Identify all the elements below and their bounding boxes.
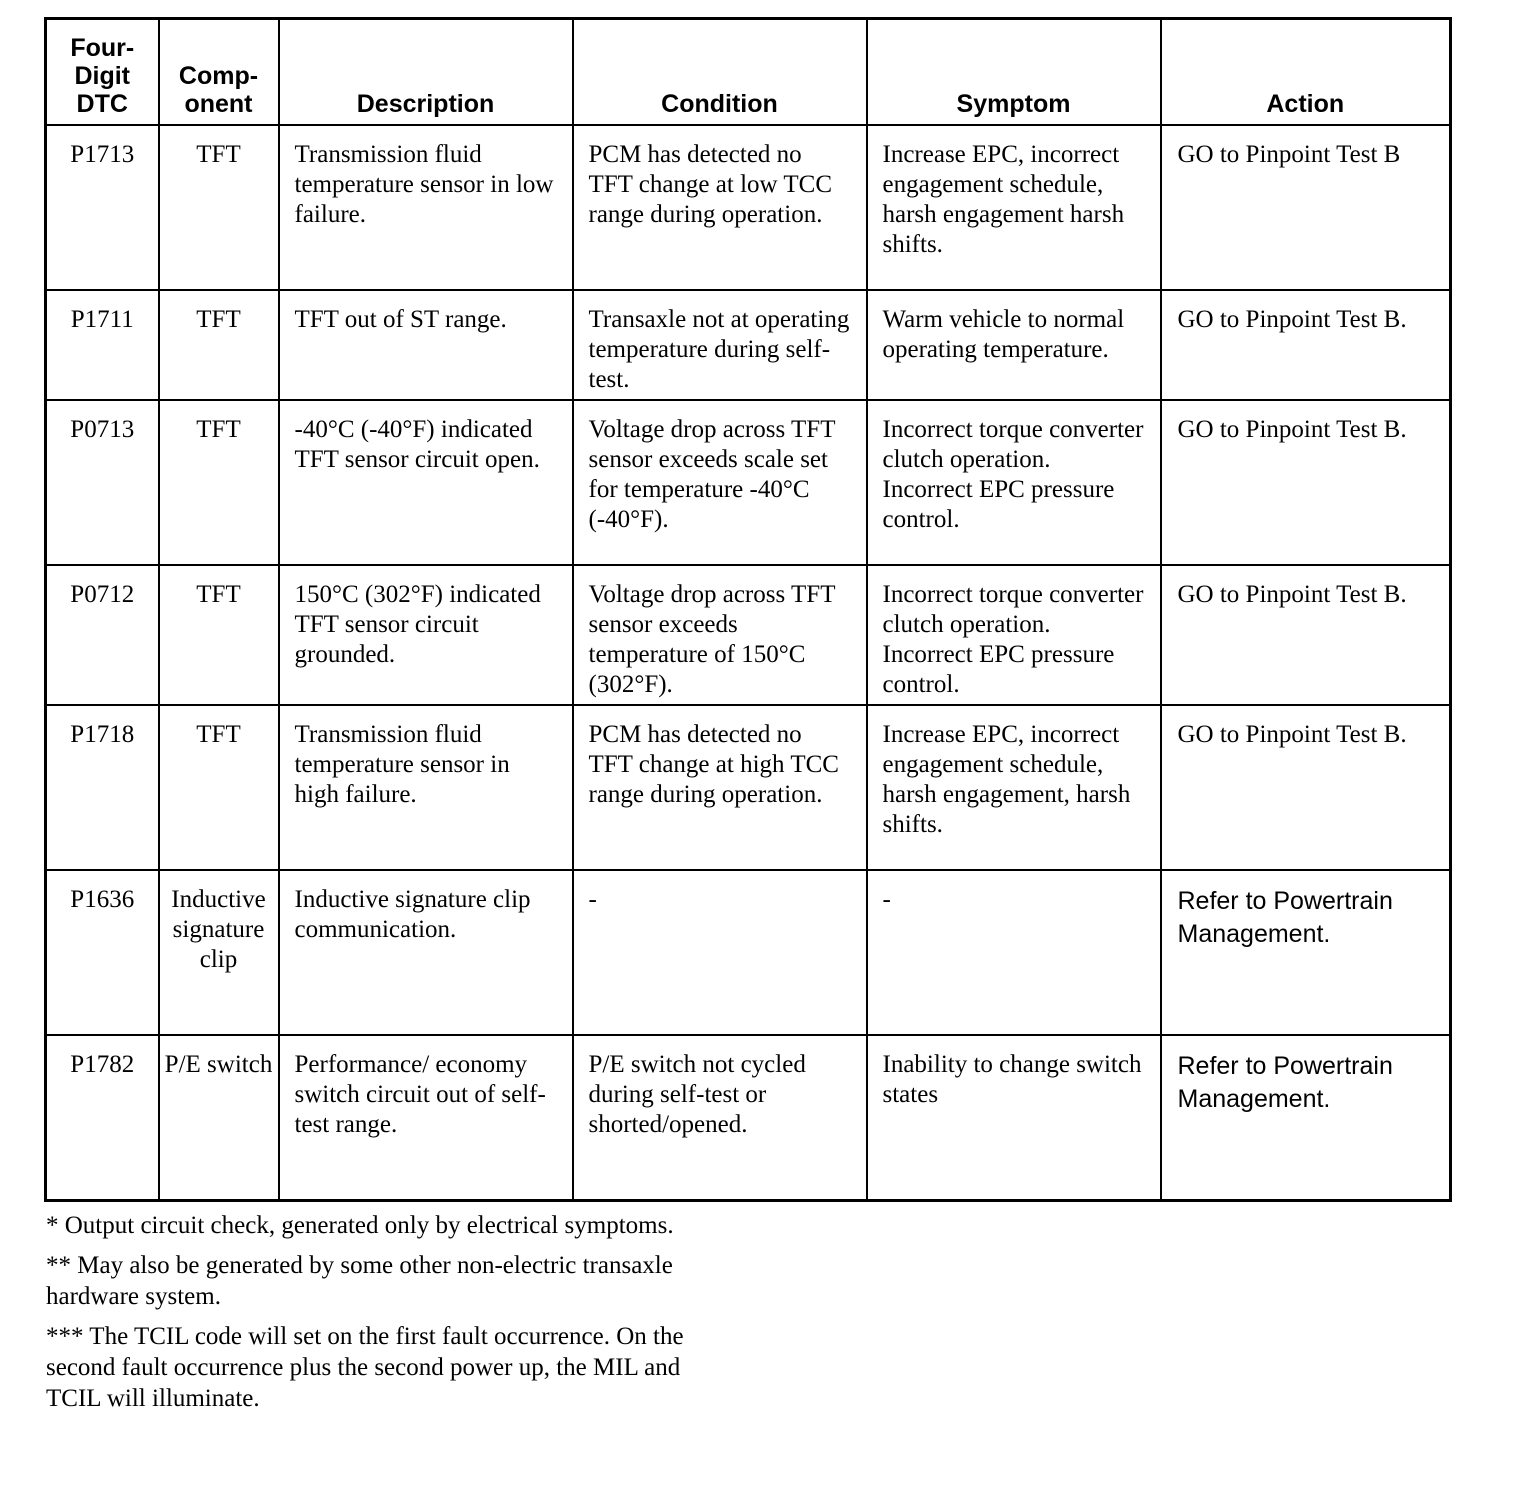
header-dtc-line: Digit xyxy=(74,62,131,90)
action-text: Refer to Powertrain Management. xyxy=(1177,1052,1393,1113)
dtc-code-cell: P1782 xyxy=(46,1035,159,1200)
action-cell xyxy=(1161,870,1451,1035)
symptom-cell: Increase EPC, incorrect engagement schedule, harsh engagement harsh shifts. xyxy=(867,125,1161,290)
description-cell: Transmission fluid temperature sensor in high failure. xyxy=(279,705,573,870)
header-action: Action xyxy=(1161,19,1451,126)
footnote: ** May also be generated by some other non-electric transaxle hardware system. xyxy=(46,1252,673,1310)
header-component xyxy=(159,19,279,126)
header-dtc-line: DTC xyxy=(76,90,128,118)
dtc-code-cell: P1718 xyxy=(46,705,159,870)
symptom-cell: Incorrect torque converter clutch operation. Incorrect EPC pressure control. xyxy=(867,400,1161,565)
header-dtc xyxy=(46,19,159,126)
table-row xyxy=(46,125,1451,290)
dtc-code-cell: P0713 xyxy=(46,400,159,565)
symptom-cell: Increase EPC, incorrect engagement schedule, harsh engagement, harsh shifts. xyxy=(867,705,1161,870)
action-text: Refer to Powertrain Management. xyxy=(1177,887,1393,948)
dtc-code-cell: P1711 xyxy=(46,290,159,400)
component-cell: TFT xyxy=(159,400,279,565)
table-row xyxy=(46,870,1451,1035)
dtc-code-cell: P1713 xyxy=(46,125,159,290)
symptom-cell: Warm vehicle to normal operating temperature. xyxy=(867,290,1161,400)
component-cell: TFT xyxy=(159,125,279,290)
dtc-code-cell: P1636 xyxy=(46,870,159,1035)
description-cell: Inductive signature clip communication. xyxy=(279,870,573,1035)
table-row xyxy=(46,400,1451,565)
description-cell: 150°C (302°F) indicated TFT sensor circuit grounded. xyxy=(279,565,573,705)
dtc-table xyxy=(44,17,1452,1202)
action-cell: GO to Pinpoint Test B. xyxy=(1161,290,1451,400)
component-cell: TFT xyxy=(159,705,279,870)
condition-cell: PCM has detected no TFT change at high TCC range during operation. xyxy=(573,705,867,870)
description-cell: TFT out of ST range. xyxy=(279,290,573,400)
table-row xyxy=(46,565,1451,705)
condition-cell: P/E switch not cycled during self-test or shorted/opened. xyxy=(573,1035,867,1200)
action-cell: GO to Pinpoint Test B. xyxy=(1161,400,1451,565)
action-cell xyxy=(1161,1035,1451,1200)
description-cell: -40°C (-40°F) indicated TFT sensor circuit open. xyxy=(279,400,573,565)
condition-cell: Transaxle not at operating temperature during self-test. xyxy=(573,290,867,400)
symptom-cell: Inability to change switch states xyxy=(867,1035,1161,1200)
header-dtc-line: Four- xyxy=(70,34,135,62)
footnote: * Output circuit check, generated only by electrical symptoms. xyxy=(46,1212,674,1239)
symptom-cell: Incorrect torque converter clutch operation. Incorrect EPC pressure control. xyxy=(867,565,1161,705)
component-cell: Inductive signature clip xyxy=(159,870,279,1035)
header-component-line: onent xyxy=(184,90,253,118)
action-cell: GO to Pinpoint Test B. xyxy=(1161,705,1451,870)
symptom-cell: - xyxy=(867,870,1161,1035)
table-row xyxy=(46,1035,1451,1200)
table-row xyxy=(46,705,1451,870)
component-cell: P/E switch xyxy=(159,1035,279,1200)
dtc-code-cell: P0712 xyxy=(46,565,159,705)
header-row xyxy=(46,19,1451,126)
condition-cell: - xyxy=(573,870,867,1035)
header-description: Description xyxy=(279,19,573,126)
header-symptom: Symptom xyxy=(867,19,1161,126)
footnote: *** The TCIL code will set on the first fault occurrence. On the second fault occurrence plus the second power up, the MIL and TCIL will illuminate. xyxy=(46,1323,684,1412)
header-component-line: Comp- xyxy=(178,62,259,90)
description-cell: Performance/ economy switch circuit out of self-test range. xyxy=(279,1035,573,1200)
header-condition: Condition xyxy=(573,19,867,126)
condition-cell: Voltage drop across TFT sensor exceeds temperature of 150°C (302°F). xyxy=(573,565,867,705)
footnotes xyxy=(46,1210,726,1423)
description-cell: Transmission fluid temperature sensor in low failure. xyxy=(279,125,573,290)
condition-cell: PCM has detected no TFT change at low TCC range during operation. xyxy=(573,125,867,290)
component-cell: TFT xyxy=(159,290,279,400)
table-row xyxy=(46,290,1451,400)
condition-cell: Voltage drop across TFT sensor exceeds scale set for temperature -40°C (-40°F). xyxy=(573,400,867,565)
component-cell: TFT xyxy=(159,565,279,705)
action-cell: GO to Pinpoint Test B. xyxy=(1161,565,1451,705)
action-cell: GO to Pinpoint Test B xyxy=(1161,125,1451,290)
